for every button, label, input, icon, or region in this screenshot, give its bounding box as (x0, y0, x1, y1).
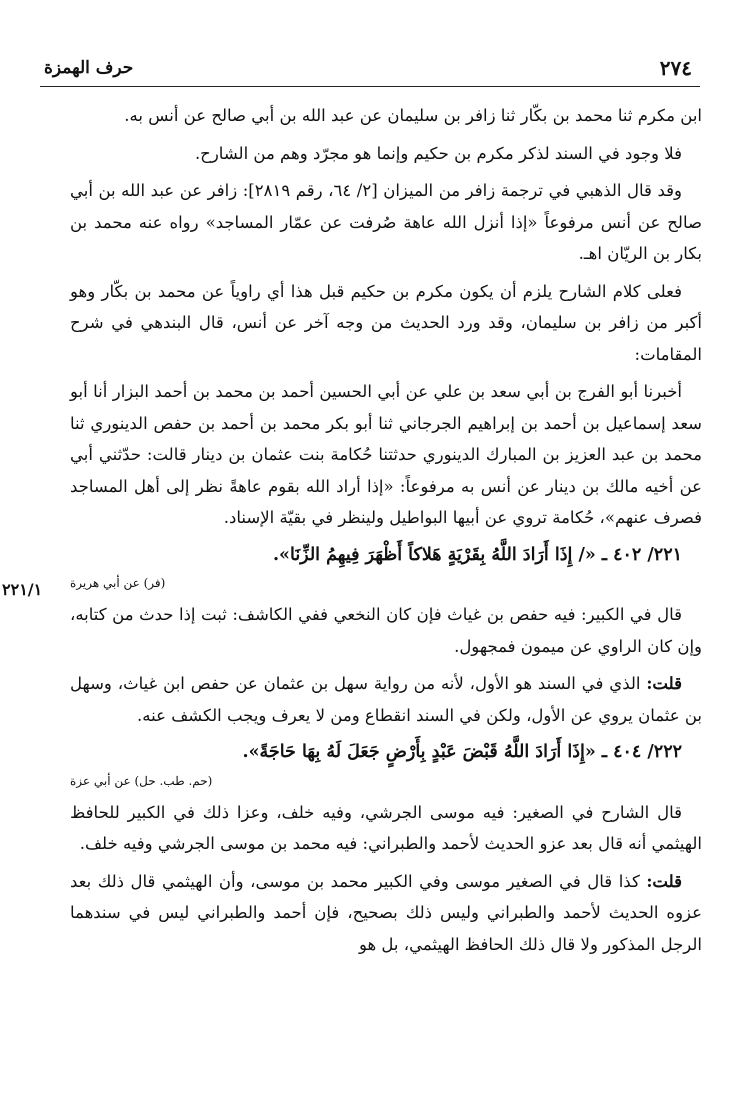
commentary-text: الذي في السند هو الأول، لأنه من رواية سهل بن عثمان عن حفص ابن غياث، وسهل بن عثمان يروي عن الأول، ولكن في السند انقطاع ومن لا يعرف ويجب الكشف عنه. (70, 674, 702, 725)
commentary-paragraph (70, 599, 702, 662)
hadith-source (70, 771, 702, 791)
commentary-label: قلت: (646, 674, 682, 693)
paragraph: وقد قال الذهبي في ترجمة زافر من الميزان [٢/ ٦٤، رقم ٢٨١٩]: زافر عن عبد الله بن أبي صالح عن أنس مرفوعاً «إذا أنزل الله عاهة صُرفت عن عمّار المساجد» رواه عنه محمد بن بكار بن الريّان اهـ. (70, 181, 702, 263)
page-number: ٢٧٤ (659, 56, 692, 80)
hadith-entry: ٢٢٢/ ٤٠٤ ـ «إِذَا أَرَادَ اللَّهُ قَبْضَ عَبْدٍ بِأَرْضٍ جَعَلَ لَهُ بِهَا حَاجَةً». (242, 742, 682, 762)
chapter-title: حرف الهمزة (44, 58, 134, 78)
hadith-entry: ٢٢١/ ٤٠٢ ـ «/ إِذَا أَرَادَ اللَّهُ بِقَرْيَةٍ هَلاكاً أَظْهَرَ فِيهِمُ الزِّنَا». (272, 544, 682, 565)
commentary-label: قلت: (646, 871, 682, 891)
margin-reference: ٢٢١/١ (2, 580, 43, 599)
hadith-source-text: (فر) عن أبي هريرة (70, 576, 166, 590)
paragraph: فلا وجود في السند لذكر مكرم بن حكيم وإنما هو مجرّد وهم من الشارح. (194, 143, 682, 163)
paragraph: ابن مكرم ثنا محمد بن بكّار ثنا زافر بن سليمان عن عبد الله بن أبي صالح عن أنس به. (124, 106, 702, 125)
commentary-text: قال الشارح في الصغير: فيه موسى الجرشي، وفيه خلف، وعزا ذلك في الكبير للحافظ الهيثمي أنه قال بعد عزو الحديث لأحمد والطبراني: فيه محمد بن موسى الجرشي وفيه خلف. (70, 802, 702, 853)
hadith-source-text: (حم. طب. حل) عن أبي عزة (70, 773, 213, 788)
paragraph: أخبرنا أبو الفرج بن أبي سعد بن علي عن أبي الحسين أحمد بن محمد بن أحمد البزار أنا أبو سعد إسماعيل بن أحمد بن إبراهيم الجرجاني ثنا أبو بكر محمد بن أحمد بن حفص الدينوري ثنا محمد بن عبد العزيز بن المبارك الدينوري حدثتنا حُكامة بنت عثمان بن دينار قالت: حدّثني أبي عن أخيه مالك بن دينار عن أنس به مرفوعاً: «إذا أراد الله بقوم عاهةً نظر إلى أهل المساجد فصرف عنهم»، حُكامة تروي عن أبيها البواطيل ولينظر في بقيّة الإسناد. (70, 382, 702, 527)
running-header (40, 52, 700, 87)
paragraph: فعلى كلام الشارح يلزم أن يكون مكرم بن حكيم قبل هذا أي راوياً عن محمد بن بكّار وهو أكبر من زافر بن سليمان، وقد ورد الحديث من وجه آخر عن أنس، قال البندهي في شرح المقامات: (70, 281, 702, 364)
commentary-paragraph (70, 797, 702, 860)
commentary-paragraph (70, 866, 702, 961)
hadith-source (70, 573, 702, 593)
commentary-text: كذا قال في الصغير موسى وفي الكبير محمد بن موسى، وأن الهيثمي قال ذلك بعد عزوه الحديث لأحمد والطبراني وليس ذلك بصحيح، فإن أحمد والطبراني ليس في سندهما الرجل المذكور ولا قال ذلك الحافظ الهيثمي، بل هو (70, 871, 702, 954)
commentary-text: قال في الكبير: فيه حفص بن غياث فإن كان النخعي ففي الكاشف: ثبت إذا حدث من كتابه، وإن كان الراوي عن ميمون فمجهول. (70, 605, 702, 656)
commentary-paragraph (70, 668, 702, 731)
page-body (70, 100, 702, 966)
